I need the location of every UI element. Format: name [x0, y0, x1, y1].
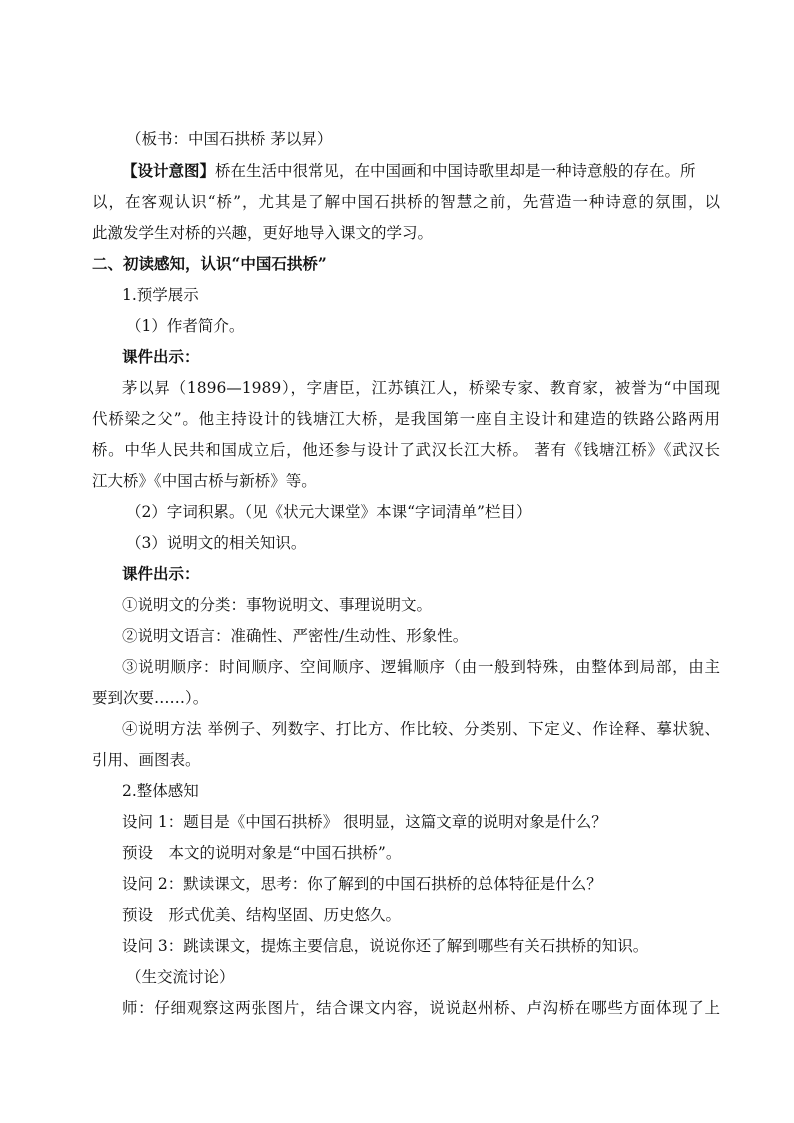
teacher-prompt: 师：仔细观察这两张图片，结合课文内容，说说赵州桥、卢沟桥在哪些方面体现了上 [122, 999, 720, 1017]
question-2: 设问 2：默读课文，思考：你了解到的中国石拱桥的总体特征是什么？ [122, 875, 602, 893]
author-line-4: 江大桥》《中国古桥与新桥》等。 [92, 472, 317, 490]
author-line-2: 代桥梁之父”。他主持设计的钱塘江大桥，是我国第一座自主设计和建造的铁路公路两用 [92, 410, 720, 428]
answer-1: 预设 本文的说明对象是“中国石拱桥”。 [122, 844, 402, 862]
knowledge-item-4-line-1: ④说明方法 举例子、列数字、打比方、作比较、分类别、下定义、作诠释、摹状貌、 [122, 720, 720, 738]
knowledge-item-2: ②说明文语言：准确性、严密性/生动性、形象性。 [122, 627, 469, 645]
item-author-intro: （1）作者简介。 [126, 317, 245, 335]
design-intent-label: 【设计意图】 [122, 161, 216, 180]
author-line-3: 桥。中华人民共和国成立后，他还参与设计了武汉长江大桥。 著有《钱塘江桥》《武汉长 [92, 441, 720, 459]
subheading-overall: 2.整体感知 [122, 782, 199, 800]
answer-2: 预设 形式优美、结构坚固、历史悠久。 [122, 906, 402, 924]
section-heading-2: 二、初读感知，认识“中国石拱桥” [92, 254, 327, 273]
item-expository-knowledge: （3）说明文的相关知识。 [126, 534, 307, 552]
knowledge-item-1: ①说明文的分类：事物说明文、事理说明文。 [122, 596, 433, 614]
board-note: （板书：中国石拱桥 茅以昇） [126, 130, 333, 148]
courseware-label-1: 课件出示： [122, 347, 200, 366]
knowledge-item-4-line-2: 引用、画图表。 [92, 751, 201, 769]
knowledge-item-3-line-1: ③说明顺序：时间顺序、空间顺序、逻辑顺序（由一般到特殊，由整体到局部，由主 [122, 658, 720, 676]
question-3: 设问 3：跳读课文，提炼主要信息，说说你还了解到哪些有关石拱桥的知识。 [122, 937, 649, 955]
design-intent-line-2: 以，在客观认识“桥”，尤其是了解中国石拱桥的智慧之前，先营造一种诗意的氛围，以 [92, 193, 720, 211]
author-line-1: 茅以昇（1896—1989），字唐臣，江苏镇江人，桥梁专家、教育家，被誉为“中国现 [122, 379, 720, 397]
subheading-preview: 1.预学展示 [122, 286, 199, 304]
courseware-label-2: 课件出示： [122, 564, 200, 583]
design-intent-text: 桥在生活中很常见，在中国画和中国诗歌里却是一种诗意般的存在。所 [215, 162, 696, 180]
discussion-note: （生交流讨论） [126, 968, 235, 986]
design-intent-line-3: 此激发学生对桥的兴趣，更好地导入课文的学习。 [92, 224, 434, 242]
question-1: 设问 1：题目是《中国石拱桥》 很明显，这篇文章的说明对象是什么？ [122, 813, 607, 831]
design-intent-line-1 [122, 161, 720, 183]
item-vocabulary: （2）字词积累。（见《状元大课堂》本课“字词清单”栏目） [126, 503, 532, 521]
knowledge-item-3-line-2: 要到次要……）。 [92, 689, 209, 707]
